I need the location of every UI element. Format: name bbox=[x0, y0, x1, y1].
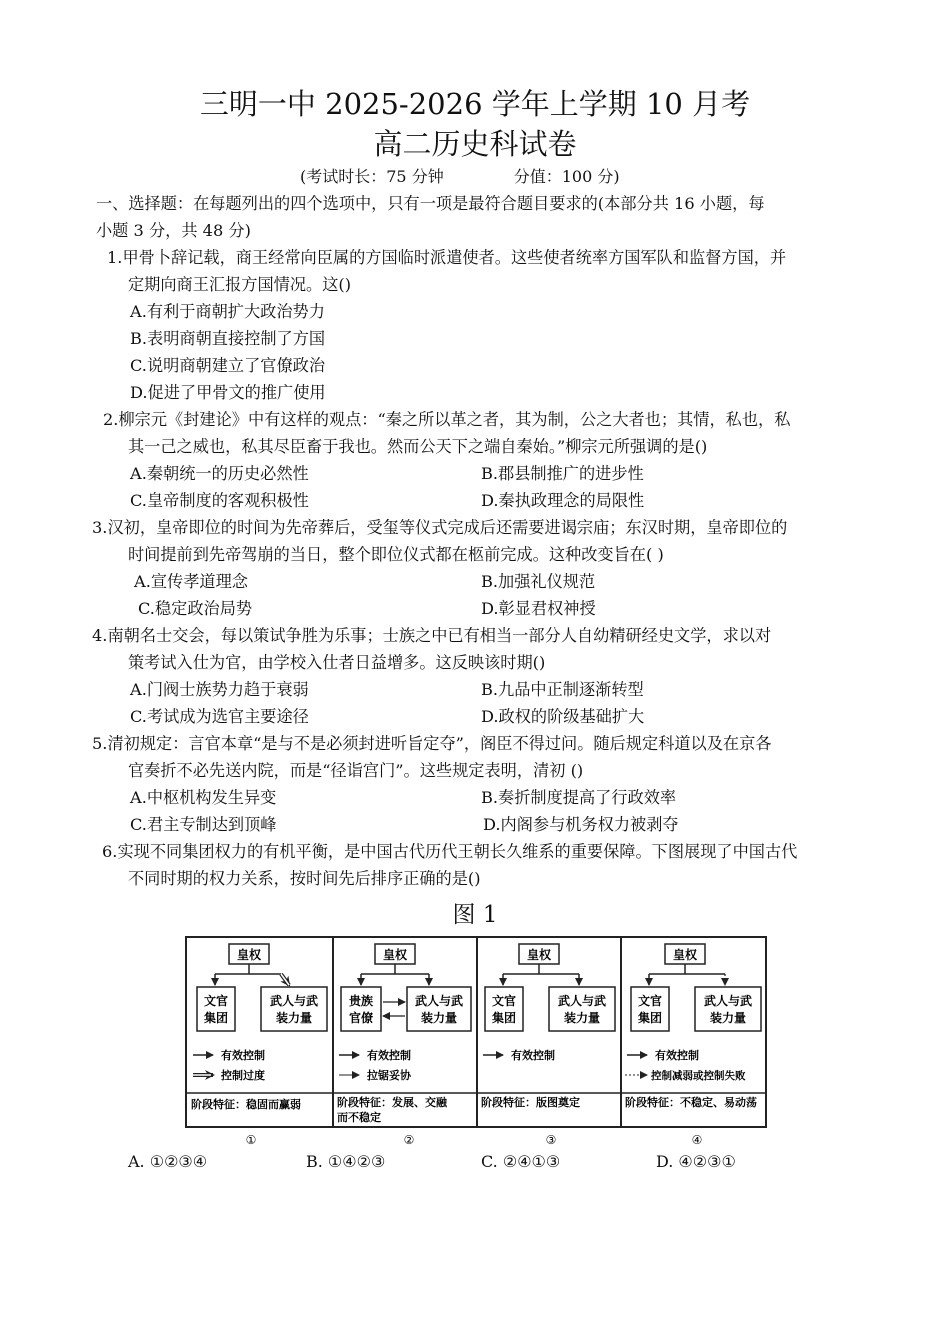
panel-3-legend-1: 有效控制 bbox=[511, 1049, 555, 1062]
panel-2-number: ② bbox=[403, 1133, 415, 1147]
q1-option-a: A.有利于商朝扩大政治势力 bbox=[130, 302, 325, 321]
q3-stem-line2: 时间提前到先帝驾崩的当日，整个即位仪式都在柩前完成。这种改变旨在( ) bbox=[128, 545, 664, 564]
panel-1-legend-2: 控制过度 bbox=[221, 1069, 265, 1082]
q2-stem-line1: 2.柳宗元《封建论》中有这样的观点：“秦之所以革之者，其为制，公之大者也；其情，私也，私 bbox=[103, 410, 791, 429]
q3-option-b: B.加强礼仪规范 bbox=[481, 572, 596, 591]
q6-option-b: B. ①④②③ bbox=[306, 1152, 386, 1171]
section-heading-line2: 小题 3 分，共 48 分) bbox=[96, 221, 251, 240]
q3-option-c: C.稳定政治局势 bbox=[138, 599, 253, 618]
panel-1-number: ① bbox=[245, 1133, 257, 1147]
q6-stem-line1: 6.实现不同集团权力的有机平衡，是中国古代历代王朝长久维系的重要保障。下图展现了中国古代 bbox=[102, 842, 798, 861]
q5-option-b: B.奏折制度提高了行政效率 bbox=[481, 788, 677, 807]
q5-option-d: D.内阁参与机务权力被剥夺 bbox=[483, 815, 679, 834]
panel-2-top-label: 皇权 bbox=[382, 948, 408, 962]
q1-stem-line1: 1.甲骨卜辞记载，商王经常向臣属的方国临时派遣使者。这些使者统率方国军队和监督方国，并 bbox=[107, 248, 787, 267]
q5-option-c: C.君主专制达到顶峰 bbox=[130, 815, 277, 834]
q3-option-a: A.宣传孝道理念 bbox=[134, 572, 248, 591]
panel-3-right-line1: 武人与武 bbox=[557, 994, 607, 1008]
panel-2-left-line2: 官僚 bbox=[348, 1011, 374, 1025]
panel-4-legend-1: 有效控制 bbox=[655, 1049, 699, 1062]
q4-stem-line1: 4.南朝名士交会，每以策试争胜为乐事；士族之中已有相当一部分人自幼精研经史文学，求以对 bbox=[92, 626, 772, 645]
panel-4-right-line1: 武人与武 bbox=[703, 994, 753, 1008]
panel-2-right-line1: 武人与武 bbox=[414, 994, 464, 1008]
panel-4-top-label: 皇权 bbox=[672, 948, 698, 962]
q4-option-d: D.政权的阶级基础扩大 bbox=[481, 707, 645, 726]
q6-option-a: A. ①②③④ bbox=[128, 1152, 208, 1171]
q2-option-b: B.郡县制推广的进步性 bbox=[481, 464, 644, 483]
panel-2-feature: 阶段特征：发展、交融 bbox=[337, 1096, 447, 1109]
panel-4-left-line2: 集团 bbox=[637, 1011, 663, 1025]
q2-stem-line2: 其一己之威也，私其尽臣畜于我也。然而公天下之端自秦始。”柳宗元所强调的是() bbox=[128, 437, 708, 456]
exam-title: 三明一中 2025-2026 学年上学期 10 月考 bbox=[199, 87, 751, 121]
q2-option-a: A.秦朝统一的历史必然性 bbox=[130, 464, 309, 483]
q5-stem-line2: 官奏折不必先送内院，而是“径诣宫门”。这些规定表明，清初 () bbox=[128, 761, 584, 780]
panel-2-legend-1: 有效控制 bbox=[367, 1049, 411, 1062]
q6-stem-line2: 不同时期的权力关系，按时间先后排序正确的是() bbox=[128, 869, 481, 888]
q4-option-b: B.九品中正制逐渐转型 bbox=[481, 680, 644, 699]
exam-score: 分值：100 分) bbox=[513, 167, 620, 186]
q5-stem-line1: 5.清初规定：言官本章“是与不是必须封进听旨定夺”，阁臣不得过问。随后规定科道以及在京各 bbox=[92, 734, 772, 753]
figure-title: 图 1 bbox=[452, 902, 498, 928]
q2-option-d: D.秦执政理念的局限性 bbox=[481, 491, 645, 510]
exam-time: (考试时长：75 分钟 bbox=[300, 167, 444, 186]
q6-option-d: D. ④②③① bbox=[656, 1152, 736, 1171]
q3-stem-line1: 3.汉初，皇帝即位的时间为先帝葬后，受玺等仪式完成后还需要进谒宗庙；东汉时期，皇帝即位的 bbox=[92, 518, 788, 537]
q2-option-c: C.皇帝制度的客观积极性 bbox=[130, 491, 309, 510]
section-heading-line1: 一、选择题：在每题列出的四个选项中，只有一项是最符合题目要求的(本部分共 16 小题，每 bbox=[96, 194, 765, 213]
exam-meta bbox=[300, 164, 620, 187]
panel-2-left-line1: 贵族 bbox=[348, 994, 374, 1008]
panel-3-left-line1: 文官 bbox=[491, 994, 517, 1008]
panel-1-left-line1: 文官 bbox=[203, 994, 229, 1008]
panel-3-number: ③ bbox=[545, 1133, 557, 1147]
panel-1-top-label: 皇权 bbox=[236, 948, 262, 962]
panel-4-legend-2: 控制减弱或控制失败 bbox=[651, 1070, 746, 1082]
q4-option-a: A.门阀士族势力趋于衰弱 bbox=[130, 680, 309, 699]
panel-2-feature-2: 而不稳定 bbox=[337, 1111, 381, 1124]
panel-3-top-label: 皇权 bbox=[526, 948, 552, 962]
panel-3-left-line2: 集团 bbox=[491, 1011, 517, 1025]
panel-3-right-line2: 装力量 bbox=[563, 1011, 601, 1025]
panel-4-right-line2: 装力量 bbox=[709, 1011, 747, 1025]
panel-1-feature: 阶段特征：稳固而赢弱 bbox=[191, 1098, 301, 1111]
panel-4-feature: 阶段特征：不稳定、易动荡 bbox=[625, 1096, 757, 1109]
q5-option-a: A.中枢机构发生异变 bbox=[130, 788, 277, 807]
power-relation-figure bbox=[185, 936, 769, 1152]
panel-1-right-line2: 装力量 bbox=[275, 1011, 313, 1025]
q4-stem-line2: 策考试入仕为官，由学校入仕者日益增多。这反映该时期() bbox=[128, 653, 546, 672]
panel-2-legend-2: 拉锯妥协 bbox=[367, 1069, 411, 1082]
q1-stem-line2: 定期向商王汇报方国情况。这() bbox=[128, 275, 352, 294]
panel-1-right-line1: 武人与武 bbox=[269, 994, 319, 1008]
q4-option-c: C.考试成为选官主要途径 bbox=[130, 707, 309, 726]
exam-subtitle: 高二历史科试卷 bbox=[373, 127, 577, 161]
q3-option-d: D.彰显君权神授 bbox=[481, 599, 596, 618]
panel-4-left-line1: 文官 bbox=[637, 994, 663, 1008]
panel-1-left-line2: 集团 bbox=[203, 1011, 229, 1025]
panel-1-legend-1: 有效控制 bbox=[221, 1049, 265, 1062]
q6-option-c: C. ②④①③ bbox=[481, 1152, 561, 1171]
panel-2-right-line2: 装力量 bbox=[420, 1011, 458, 1025]
q1-option-d: D.促进了甲骨文的推广使用 bbox=[130, 383, 326, 402]
panel-4-number: ④ bbox=[691, 1133, 703, 1147]
q1-option-b: B.表明商朝直接控制了方国 bbox=[130, 329, 326, 348]
q1-option-c: C.说明商朝建立了官僚政治 bbox=[130, 356, 326, 375]
panel-3-feature: 阶段特征：版图奠定 bbox=[481, 1096, 580, 1109]
